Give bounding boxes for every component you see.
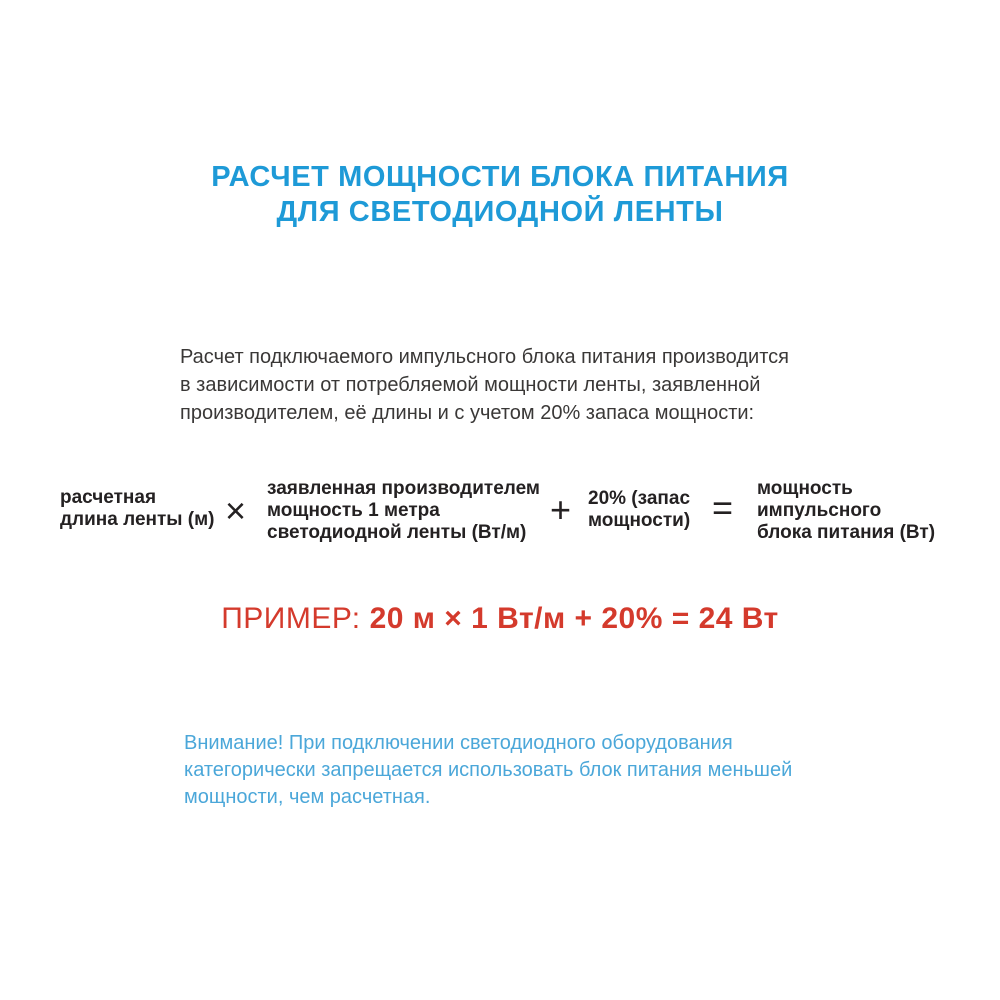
page-title-line-1: РАСЧЕТ МОЩНОСТИ БЛОКА ПИТАНИЯ [211,161,789,193]
formula-term-strip-length-line-2: длина ленты (м) [60,509,215,530]
formula-term-strip-length-line-1: расчетная [60,487,157,508]
warning-line-3: мощности, чем расчетная. [184,786,431,808]
multiply-operator: × [225,490,247,531]
formula-term-power-per-meter-line-2: мощность 1 метра [267,500,440,521]
formula-term-psu-power-line-3: блока питания (Вт) [757,522,936,543]
formula-term-psu-power [757,478,935,544]
example-label: ПРИМЕР: [221,602,361,635]
formula-term-power-per-meter [267,478,540,544]
intro-line-1: Расчет подключаемого импульсного блока питания производится [180,346,789,368]
example-equation: 20 м × 1 Вт/м + 20% = 24 Вт [369,602,779,635]
formula-term-power-reserve-line-1: 20% (запас [588,488,691,509]
warning-paragraph [184,730,792,811]
formula-term-strip-length [60,487,215,531]
page-title-line-2: ДЛЯ СВЕТОДИОДНОЙ ЛЕНТЫ [276,196,724,228]
formula-term-power-reserve-line-2: мощности) [588,510,691,531]
formula-term-power-per-meter-line-1: заявленная производителем [267,478,540,499]
warning-line-1: Внимание! При подключении светодиодного оборудования [184,732,733,754]
example-line [0,600,1000,637]
intro-line-3: производителем, её длины и с учетом 20% запаса мощности: [180,402,755,424]
formula-term-power-per-meter-line-3: светодиодной ленты (Вт/м) [267,522,527,543]
formula-term-psu-power-line-1: мощность [757,478,853,499]
equals-operator: = [712,487,734,528]
intro-line-2: в зависимости от потребляемой мощности ленты, заявленной [180,374,761,396]
warning-line-2: категорически запрещается использовать блок питания меньшей [184,759,793,781]
formula-term-power-reserve [588,488,690,532]
plus-operator: + [550,489,572,530]
intro-paragraph [180,343,789,427]
formula-term-psu-power-line-2: импульсного [757,500,882,521]
page-title [0,160,1000,230]
